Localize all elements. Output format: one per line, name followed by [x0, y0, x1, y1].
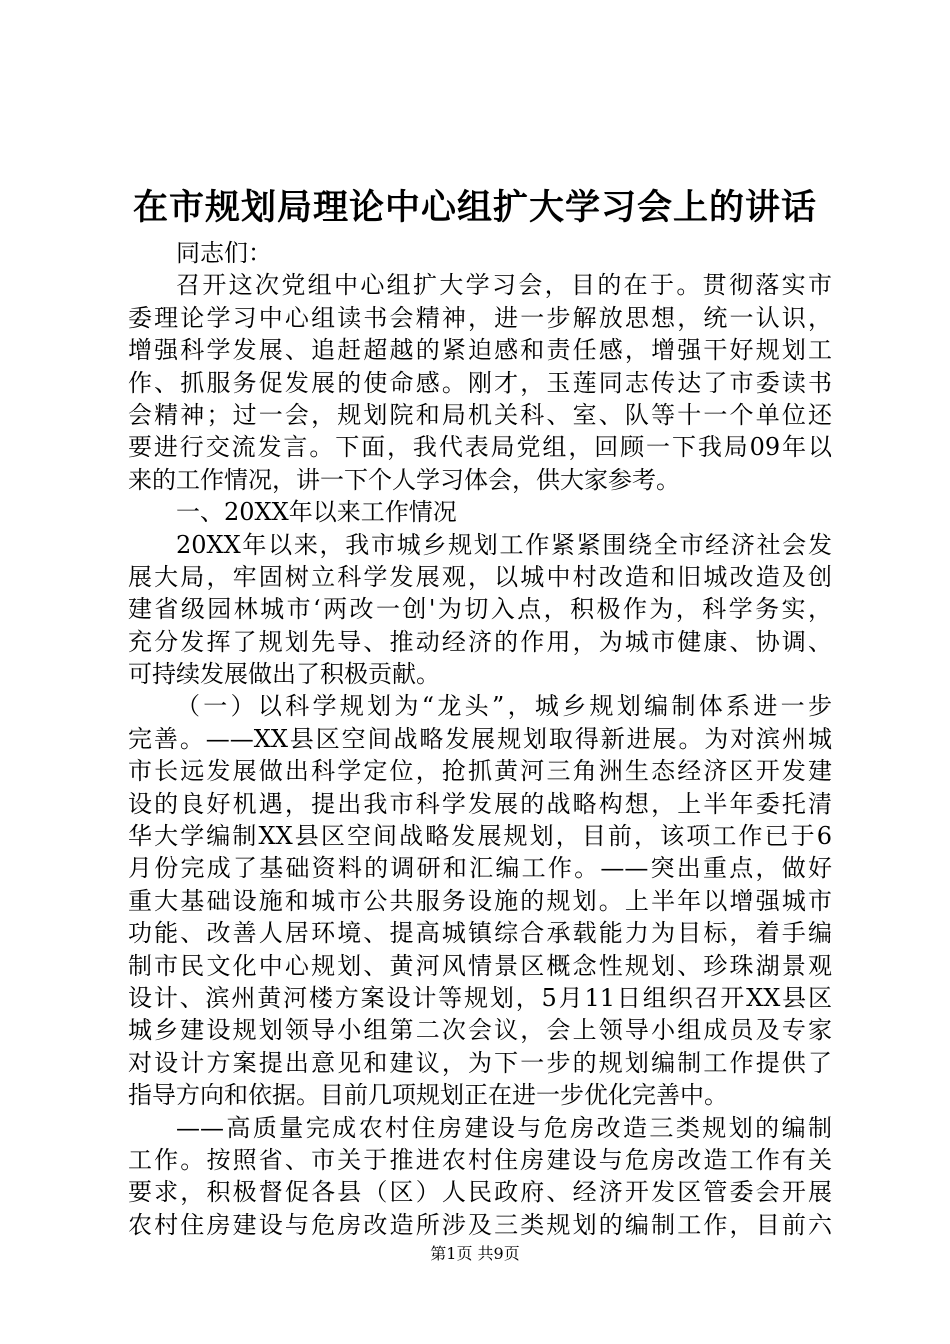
body-line: 城乡建设规划领导小组第二次会议，会上领导小组成员及专家: [128, 1016, 832, 1045]
body-line: 月份完成了基础资料的调研和汇编工作。——突出重点，做好: [128, 854, 832, 883]
body-line: 制市民文化中心规划、黄河风情景区概念性规划、珍珠湖景观: [128, 951, 832, 980]
body-line: 作、抓服务促发展的使命感。刚才，玉莲同志传达了市委读书: [128, 368, 832, 397]
document-body: [128, 237, 832, 1241]
body-line: （一）以科学规划为“龙头”，城乡规划编制体系进一步: [176, 692, 832, 721]
page-footer: 第1页 共9页: [430, 1244, 520, 1263]
body-line: 展大局，牢固树立科学发展观，以城中村改造和旧城改造及创: [128, 562, 832, 591]
body-line: 重大基础设施和城市公共服务设施的规划。上半年以增强城市: [128, 886, 832, 915]
body-line: 委理论学习中心组读书会精神，进一步解放思想，统一认识，: [128, 303, 832, 332]
body-line: 农村住房建设与危房改造所涉及三类规划的编制工作，目前六: [128, 1210, 832, 1239]
body-line: ——高质量完成农村住房建设与危房改造三类规划的编制: [176, 1113, 832, 1142]
body-line: 对设计方案提出意见和建议，为下一步的规划编制工作提供了: [128, 1048, 832, 1077]
body-line: 召开这次党组中心组扩大学习会，目的在于。贯彻落实市: [176, 271, 832, 300]
body-line: 功能、改善人居环境、提高城镇综合承载能力为目标，着手编: [128, 919, 832, 948]
body-line: 同志们：: [176, 239, 272, 267]
document-title: 在市规划局理论中心组扩大学习会上的讲话: [132, 188, 817, 228]
body-line: 增强科学发展、追赶超越的紧迫感和责任感，增强干好规划工: [128, 336, 832, 365]
body-line: 设计、滨州黄河楼方案设计等规划，5月11日组织召开XX县区: [128, 983, 832, 1012]
body-line: 来的工作情况，讲一下个人学习体会，供大家参考。: [128, 465, 680, 494]
body-line: 建省级园林城市‘两改一创'为切入点，积极作为，科学务实，: [128, 595, 832, 624]
body-line: 20XX年以来，我市城乡规划工作紧紧围绕全市经济社会发: [176, 530, 832, 559]
body-line: 一、20XX年以来工作情况: [176, 498, 457, 527]
body-line: 华大学编制XX县区空间战略发展规划，目前，该项工作已于6: [128, 822, 832, 851]
body-line: 要求，积极督促各县（区）人民政府、经济开发区管委会开展: [128, 1178, 832, 1207]
body-line: 工作。按照省、市关于推进农村住房建设与危房改造工作有关: [128, 1145, 832, 1174]
body-line: 市长远发展做出科学定位，抢抓黄河三角洲生态经济区开发建: [128, 757, 832, 786]
body-line: 完善。——XX县区空间战略发展规划取得新进展。为对滨州城: [128, 724, 832, 753]
body-line: 要进行交流发言。下面，我代表局党组，回顾一下我局09年以: [128, 433, 832, 462]
body-line: 指导方向和依据。目前几项规划正在进一步优化完善中。: [128, 1081, 728, 1110]
body-line: 会精神；过一会，规划院和局机关科、室、队等十一个单位还: [128, 400, 832, 429]
body-line: 设的良好机遇，提出我市科学发展的战略构想，上半年委托清: [128, 789, 832, 818]
body-line: 充分发挥了规划先导、推动经济的作用，为城市健康、协调、: [128, 627, 832, 656]
body-line: 可持续发展做出了积极贡献。: [128, 660, 440, 689]
